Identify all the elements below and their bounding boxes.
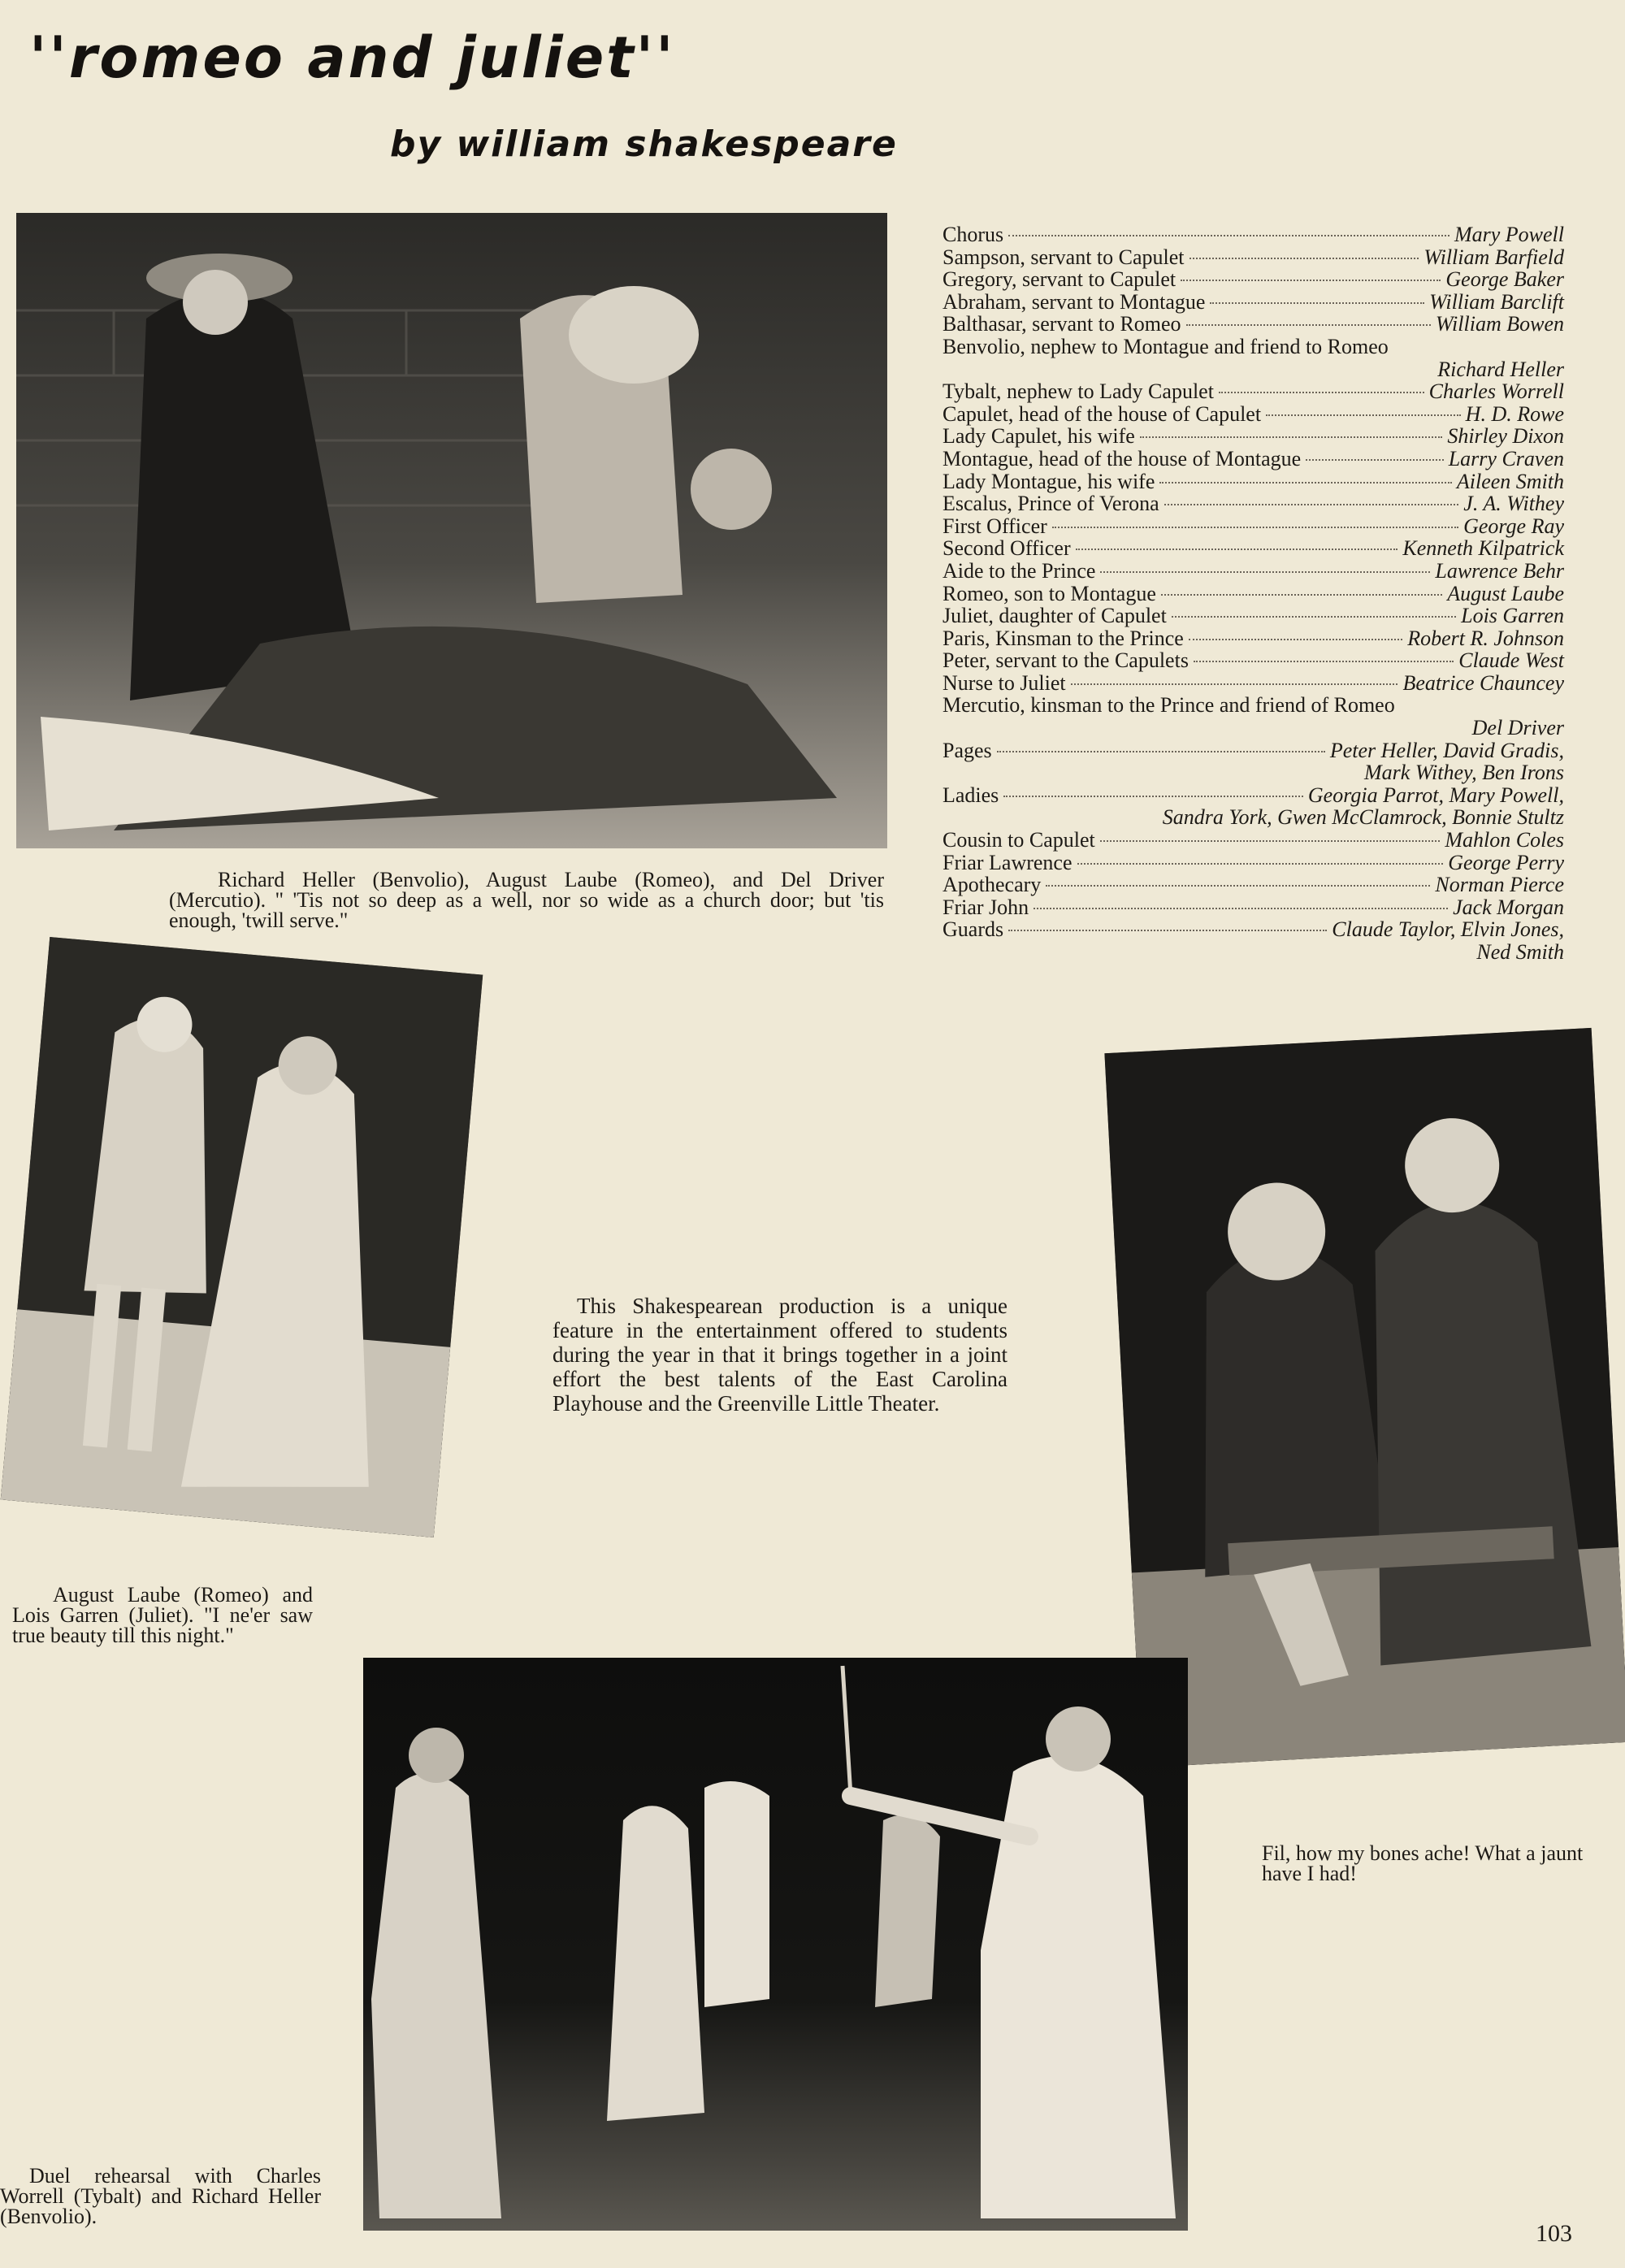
cast-row (942, 627, 1564, 650)
cast-role: Paris, Kinsman to the Prince (942, 626, 1184, 650)
cast-role: Mercutio, kinsman to the Prince and friend of Romeo (942, 693, 1395, 718)
cast-role: Abraham, servant to Montague (942, 289, 1206, 314)
cast-role: Capulet, head of the house of Capulet (942, 401, 1262, 426)
cast-role: Romeo, son to Montague (942, 581, 1156, 605)
cast-row (942, 896, 1564, 919)
cast-row (942, 448, 1564, 471)
dot-leader (1159, 482, 1451, 484)
cast-actor: Lawrence Behr (1435, 558, 1564, 583)
cast-role: Benvolio, nephew to Montague and friend to Romeo (942, 334, 1389, 358)
cast-row (942, 649, 1564, 672)
dot-leader (1100, 840, 1441, 842)
cast-actor: Lois Garren (1461, 604, 1564, 628)
photo-nurse-juliet (1104, 1028, 1625, 1767)
caption-photo1: Richard Heller (Benvolio), August Laube (Romeo), and Del Driver (Mercutio). " 'Tis not so deep as a well, nor so wide as a church door; but 'tis enough, 'twill serve." (169, 868, 884, 932)
cast-actor: William Barfield (1424, 245, 1564, 269)
cast-row (942, 560, 1564, 583)
cast-role: Juliet, daughter of Capulet (942, 604, 1167, 628)
photo-duel-rehearsal (363, 1658, 1188, 2231)
cast-row (942, 492, 1564, 515)
cast-role: Gregory, servant to Capulet (942, 267, 1176, 292)
photo-image (1104, 1028, 1625, 1767)
cast-role: Montague, head of the house of Montague (942, 446, 1302, 471)
cast-actor: Charles Worrell (1428, 379, 1564, 404)
dot-leader (1008, 235, 1450, 236)
dot-leader (1189, 639, 1402, 640)
cast-role: Escalus, Prince of Verona (942, 492, 1159, 516)
dot-leader (1219, 392, 1424, 393)
cast-role: First Officer (942, 514, 1047, 538)
cast-row (942, 291, 1564, 314)
caption-photo3: Fil, how my bones ache! What a jaunt have I had! (1262, 1841, 1584, 1885)
caption-photo2: August Laube (Romeo) and Lois Garren (Juliet). "I ne'er saw true beauty till this night." (12, 1583, 313, 1647)
cast-row (942, 672, 1564, 695)
cast-actor: Claude Taylor, Elvin Jones, (1332, 917, 1564, 942)
cast-row (942, 425, 1564, 448)
cast-row (942, 246, 1564, 269)
cast-actor: Mary Powell (1454, 223, 1564, 246)
cast-actor-continued: Ned Smith (1476, 940, 1564, 964)
cast-row (942, 918, 1564, 941)
cast-row (942, 739, 1564, 762)
dot-leader (1140, 436, 1442, 438)
production-blurb: This Shakespearean production is a unique feature in the entertainment offered to students during the year in that it brings together in a joint effort the best talents of the East Carolina Playhouse and the Greenville Little Theater. (552, 1294, 1008, 1416)
cast-role: Pages (942, 738, 992, 762)
dot-leader (1210, 302, 1424, 304)
dot-leader (1306, 459, 1444, 461)
caption-photo4: Duel rehearsal with Charles Worrell (Tybalt) and Richard Heller (Benvolio). (0, 2164, 321, 2228)
cast-role: Lady Montague, his wife (942, 469, 1155, 493)
cast-row (942, 268, 1564, 291)
dot-leader (1003, 796, 1303, 797)
cast-role: Peter, servant to the Capulets (942, 648, 1189, 673)
cast-actor: Robert R. Johnson (1407, 626, 1564, 650)
cast-actor-continued: Richard Heller (1437, 357, 1564, 381)
cast-actor: George Ray (1463, 514, 1564, 538)
dot-leader (1034, 908, 1448, 909)
cast-actor: August Laube (1447, 581, 1564, 605)
photo-romeo-juliet (1, 937, 483, 1537)
cast-role: Balthasar, servant to Romeo (942, 312, 1181, 336)
dot-leader (1076, 549, 1398, 550)
dot-leader (1181, 280, 1441, 281)
dot-leader (1008, 930, 1327, 931)
cast-row (942, 852, 1564, 874)
photo-benvolio-romeo-mercutio (16, 213, 887, 848)
page-number: 103 (1536, 2220, 1572, 2247)
cast-actor: H. D. Rowe (1465, 401, 1564, 426)
cast-actor: Aileen Smith (1456, 469, 1564, 493)
cast-row (942, 694, 1564, 717)
cast-actor: Larry Craven (1448, 446, 1564, 471)
dot-leader (1190, 258, 1419, 259)
cast-actor: George Baker (1445, 267, 1564, 292)
cast-actor: Georgia Parrot, Mary Powell, (1307, 783, 1564, 807)
cast-role: Friar Lawrence (942, 850, 1072, 874)
cast-actor-continued: Sandra York, Gwen McClamrock, Bonnie Stultz (1162, 805, 1564, 830)
cast-row (942, 313, 1564, 336)
cast-actor: Mahlon Coles (1445, 828, 1564, 852)
cast-actor: Kenneth Kilpatrick (1402, 536, 1564, 561)
cast-actor: William Barclift (1429, 289, 1564, 314)
cast-role: Aide to the Prince (942, 558, 1096, 583)
dot-leader (1161, 594, 1442, 596)
dot-leader (1077, 863, 1444, 865)
dot-leader (1100, 571, 1430, 573)
cast-row (942, 336, 1564, 358)
cast-role: Guards (942, 917, 1004, 942)
byline: by william shakespeare (390, 124, 898, 165)
cast-role: Second Officer (942, 536, 1071, 561)
dot-leader (1172, 616, 1456, 618)
cast-row (942, 784, 1564, 807)
photo-image (1, 937, 483, 1537)
cast-actor: Claude West (1458, 648, 1564, 673)
cast-row (942, 537, 1564, 560)
cast-actor-continued: Mark Withey, Ben Irons (1364, 761, 1564, 785)
dot-leader (1046, 885, 1430, 887)
cast-actor: Shirley Dixon (1447, 424, 1564, 449)
dot-leader (1194, 661, 1454, 662)
cast-row (942, 874, 1564, 896)
dot-leader (1266, 414, 1461, 416)
cast-role: Nurse to Juliet (942, 670, 1066, 695)
cast-row (942, 829, 1564, 852)
cast-actor: George Perry (1448, 850, 1564, 874)
cast-actor: Norman Pierce (1435, 873, 1564, 897)
cast-list (942, 223, 1564, 964)
cast-actor: Beatrice Chauncey (1402, 670, 1564, 695)
cast-role: Tybalt, nephew to Lady Capulet (942, 379, 1214, 404)
photo-image (16, 213, 887, 848)
dot-leader (997, 751, 1325, 752)
page-title: ''romeo and juliet'' (29, 24, 676, 91)
cast-row (942, 515, 1564, 538)
dot-leader (1071, 683, 1398, 685)
cast-actor: Peter Heller, David Gradis, (1329, 738, 1564, 762)
cast-row (942, 403, 1564, 426)
cast-actor-continued: Del Driver (1471, 716, 1564, 740)
cast-actor: J. A. Withey (1463, 492, 1564, 516)
photo-image (363, 1658, 1188, 2231)
cast-role: Ladies (942, 783, 999, 807)
cast-role: Apothecary (942, 873, 1042, 897)
dot-leader (1164, 504, 1459, 505)
cast-role: Chorus (942, 223, 1004, 246)
dot-leader (1186, 324, 1431, 326)
cast-row (942, 223, 1564, 246)
cast-role: Lady Capulet, his wife (942, 424, 1135, 449)
cast-role: Sampson, servant to Capulet (942, 245, 1185, 269)
cast-row (942, 380, 1564, 403)
cast-row (942, 605, 1564, 627)
cast-role: Cousin to Capulet (942, 828, 1095, 852)
cast-actor: William Bowen (1435, 312, 1564, 336)
cast-role: Friar John (942, 895, 1029, 919)
cast-row (942, 583, 1564, 605)
cast-actor: Jack Morgan (1453, 895, 1564, 919)
dot-leader (1052, 527, 1458, 528)
cast-row (942, 471, 1564, 493)
